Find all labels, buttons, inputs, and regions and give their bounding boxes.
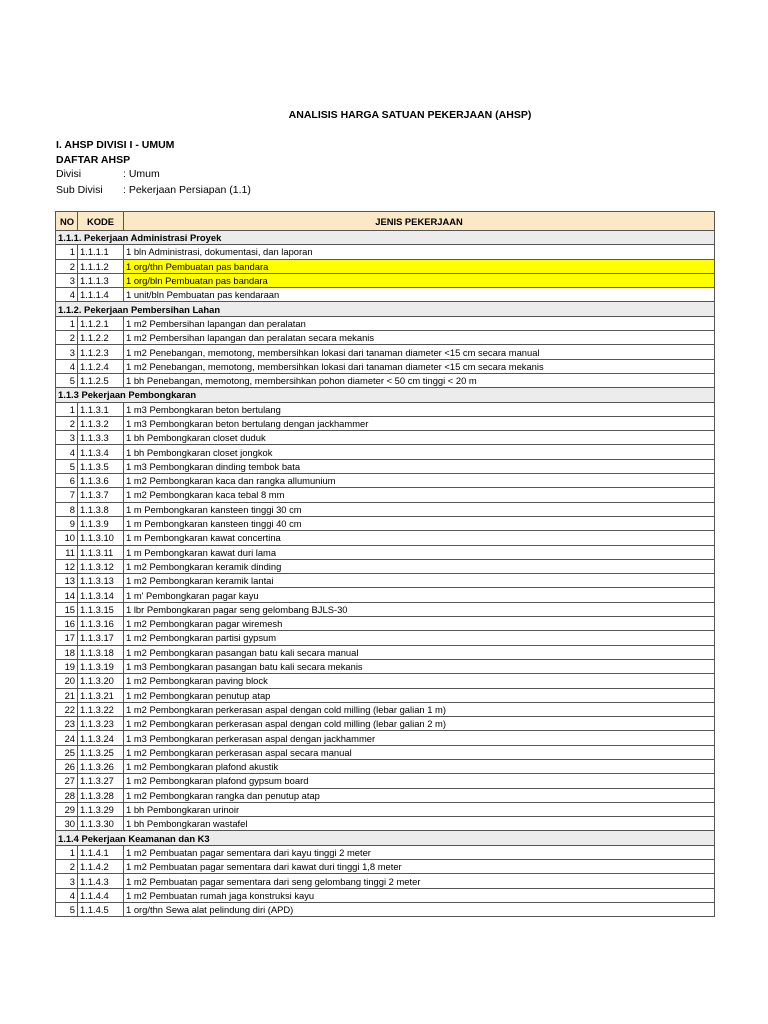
section-title: 1.1.4 Pekerjaan Keamanan dan K3: [56, 831, 715, 845]
table-row: [56, 459, 715, 473]
table-row: [56, 474, 715, 488]
table-header-row: [56, 212, 715, 231]
cell-no: 6: [56, 474, 78, 488]
cell-no: 2: [56, 416, 78, 430]
cell-jenis: 1 m2 Pembongkaran pagar wiremesh: [124, 617, 715, 631]
cell-jenis: 1 bh Pembongkaran urinoir: [124, 802, 715, 816]
cell-no: 2: [56, 259, 78, 273]
cell-no: 1: [56, 402, 78, 416]
table-row: [56, 245, 715, 259]
table-row: [56, 874, 715, 888]
table-row: [56, 273, 715, 287]
cell-jenis: 1 bln Administrasi, dokumentasi, dan laporan: [124, 245, 715, 259]
table-row: [56, 516, 715, 530]
subdivision-label: Sub Divisi: [56, 184, 103, 196]
cell-no: 7: [56, 488, 78, 502]
table-row: [56, 845, 715, 859]
cell-kode: 1.1.1.4: [78, 288, 124, 302]
cell-no: 12: [56, 559, 78, 573]
cell-kode: 1.1.3.3: [78, 431, 124, 445]
table-row: [56, 774, 715, 788]
cell-kode: 1.1.3.7: [78, 488, 124, 502]
cell-jenis: 1 m2 Pembongkaran rangka dan penutup atap: [124, 788, 715, 802]
table-row: [56, 431, 715, 445]
cell-jenis: 1 m2 Pembongkaran plafond gypsum board: [124, 774, 715, 788]
page-title: ANALISIS HARGA SATUAN PEKERJAAN (AHSP): [288, 109, 532, 121]
cell-jenis: 1 bh Penebangan, memotong, membersihkan pohon diameter < 50 cm tinggi < 20 m: [124, 373, 715, 387]
cell-kode: 1.1.3.17: [78, 631, 124, 645]
cell-kode: 1.1.1.3: [78, 273, 124, 287]
cell-jenis: 1 m2 Pembongkaran paving block: [124, 674, 715, 688]
cell-kode: 1.1.2.3: [78, 345, 124, 359]
cell-kode: 1.1.3.24: [78, 731, 124, 745]
cell-kode: 1.1.3.30: [78, 817, 124, 831]
table-row: [56, 345, 715, 359]
cell-jenis: 1 m Pembongkaran kansteen tinggi 30 cm: [124, 502, 715, 516]
cell-no: 1: [56, 245, 78, 259]
cell-jenis: 1 m2 Penebangan, memotong, membersihkan lokasi dari tanaman diameter <15 cm secara manual: [124, 345, 715, 359]
cell-jenis: 1 m2 Pembuatan pagar sementara dari kawat duri tinggi 1,8 meter: [124, 860, 715, 874]
cell-jenis: 1 m3 Pembongkaran beton bertulang dengan jackhammer: [124, 416, 715, 430]
cell-kode: 1.1.3.12: [78, 559, 124, 573]
table-row: [56, 731, 715, 745]
cell-no: 10: [56, 531, 78, 545]
cell-no: 2: [56, 331, 78, 345]
cell-kode: 1.1.3.27: [78, 774, 124, 788]
section-title: 1.1.2. Pekerjaan Pembersihan Lahan: [56, 302, 715, 316]
cell-jenis: 1 m2 Pembongkaran partisi gypsum: [124, 631, 715, 645]
table-row: [56, 602, 715, 616]
table-row: [56, 416, 715, 430]
cell-no: 5: [56, 902, 78, 916]
division-label: Divisi: [56, 168, 82, 180]
cell-no: 8: [56, 502, 78, 516]
section-row: [56, 231, 715, 245]
cell-kode: 1.1.4.1: [78, 845, 124, 859]
section-row: [56, 302, 715, 316]
table-row: [56, 745, 715, 759]
cell-no: 4: [56, 359, 78, 373]
column-header-jenis: JENIS PEKERJAAN: [124, 212, 715, 231]
cell-kode: 1.1.3.26: [78, 759, 124, 773]
cell-no: 3: [56, 273, 78, 287]
table-row: [56, 531, 715, 545]
cell-no: 29: [56, 802, 78, 816]
division-row: [56, 168, 160, 180]
cell-kode: 1.1.3.16: [78, 617, 124, 631]
cell-no: 4: [56, 288, 78, 302]
cell-kode: 1.1.3.4: [78, 445, 124, 459]
cell-no: 15: [56, 602, 78, 616]
table-row: [56, 802, 715, 816]
cell-no: 27: [56, 774, 78, 788]
table-row: [56, 259, 715, 273]
cell-kode: 1.1.3.8: [78, 502, 124, 516]
cell-jenis: 1 m3 Pembongkaran beton bertulang: [124, 402, 715, 416]
table-body: [56, 231, 715, 917]
table-row: [56, 574, 715, 588]
subdivision-value: : Pekerjaan Persiapan (1.1): [123, 184, 251, 196]
table-row: [56, 617, 715, 631]
table-row: [56, 717, 715, 731]
table-row: [56, 488, 715, 502]
cell-kode: 1.1.4.2: [78, 860, 124, 874]
cell-jenis: 1 m2 Pembongkaran keramik dinding: [124, 559, 715, 573]
table-row: [56, 359, 715, 373]
cell-jenis: 1 m2 Pembuatan pagar sementara dari kayu tinggi 2 meter: [124, 845, 715, 859]
cell-kode: 1.1.3.28: [78, 788, 124, 802]
table-row: [56, 860, 715, 874]
cell-no: 28: [56, 788, 78, 802]
cell-no: 25: [56, 745, 78, 759]
cell-kode: 1.1.3.5: [78, 459, 124, 473]
cell-jenis: 1 m2 Pembongkaran plafond akustik: [124, 759, 715, 773]
table-row: [56, 402, 715, 416]
cell-kode: 1.1.3.1: [78, 402, 124, 416]
ahsp-table: [55, 211, 715, 917]
cell-kode: 1.1.3.18: [78, 645, 124, 659]
cell-kode: 1.1.3.11: [78, 545, 124, 559]
cell-jenis: 1 m2 Pembersihan lapangan dan peralatan: [124, 316, 715, 330]
cell-jenis: 1 m2 Penebangan, memotong, membersihkan lokasi dari tanaman diameter <15 cm secara mekanis: [124, 359, 715, 373]
cell-jenis: 1 m2 Pembongkaran kaca dan rangka allumunium: [124, 474, 715, 488]
cell-jenis: 1 m2 Pembongkaran keramik lantai: [124, 574, 715, 588]
cell-kode: 1.1.2.4: [78, 359, 124, 373]
cell-kode: 1.1.3.9: [78, 516, 124, 530]
cell-kode: 1.1.3.22: [78, 702, 124, 716]
cell-no: 24: [56, 731, 78, 745]
cell-kode: 1.1.1.1: [78, 245, 124, 259]
cell-no: 20: [56, 674, 78, 688]
cell-no: 22: [56, 702, 78, 716]
cell-kode: 1.1.3.13: [78, 574, 124, 588]
cell-jenis: 1 m2 Pembongkaran kaca tebal 8 mm: [124, 488, 715, 502]
cell-kode: 1.1.2.5: [78, 373, 124, 387]
section-row: [56, 831, 715, 845]
cell-jenis: 1 m Pembongkaran kawat concertina: [124, 531, 715, 545]
cell-kode: 1.1.3.21: [78, 688, 124, 702]
cell-no: 4: [56, 445, 78, 459]
table-row: [56, 817, 715, 831]
cell-no: 5: [56, 459, 78, 473]
table-row: [56, 645, 715, 659]
table-row: [56, 502, 715, 516]
cell-jenis: 1 m Pembongkaran kansteen tinggi 40 cm: [124, 516, 715, 530]
cell-kode: 1.1.3.6: [78, 474, 124, 488]
cell-jenis: 1 org/thn Sewa alat pelindung diri (APD): [124, 902, 715, 916]
table-row: [56, 659, 715, 673]
cell-no: 21: [56, 688, 78, 702]
cell-jenis: 1 m Pembongkaran kawat duri lama: [124, 545, 715, 559]
cell-kode: 1.1.3.10: [78, 531, 124, 545]
cell-kode: 1.1.4.4: [78, 888, 124, 902]
subdivision-row: [56, 184, 251, 196]
cell-jenis: 1 m2 Pembongkaran perkerasan aspal dengan cold milling (lebar galian 1 m): [124, 702, 715, 716]
cell-kode: 1.1.3.2: [78, 416, 124, 430]
section-title: 1.1.3 Pekerjaan Pembongkaran: [56, 388, 715, 402]
cell-no: 14: [56, 588, 78, 602]
cell-kode: 1.1.3.15: [78, 602, 124, 616]
cell-no: 23: [56, 717, 78, 731]
cell-no: 16: [56, 617, 78, 631]
table-row: [56, 559, 715, 573]
list-heading: DAFTAR AHSP: [56, 154, 131, 166]
cell-kode: 1.1.1.2: [78, 259, 124, 273]
table-row: [56, 674, 715, 688]
table-row: [56, 316, 715, 330]
table-row: [56, 373, 715, 387]
cell-no: 3: [56, 431, 78, 445]
cell-no: 19: [56, 659, 78, 673]
cell-no: 13: [56, 574, 78, 588]
cell-no: 4: [56, 888, 78, 902]
cell-jenis: 1 m2 Pembongkaran penutup atap: [124, 688, 715, 702]
cell-jenis: 1 m3 Pembongkaran pasangan batu kali secara mekanis: [124, 659, 715, 673]
cell-no: 30: [56, 817, 78, 831]
cell-no: 1: [56, 316, 78, 330]
table-row: [56, 545, 715, 559]
cell-no: 5: [56, 373, 78, 387]
table-row: [56, 902, 715, 916]
cell-no: 18: [56, 645, 78, 659]
cell-no: 11: [56, 545, 78, 559]
cell-jenis: 1 org/bln Pembuatan pas bandara: [124, 273, 715, 287]
section-row: [56, 388, 715, 402]
table-row: [56, 445, 715, 459]
cell-jenis: 1 m' Pembongkaran pagar kayu: [124, 588, 715, 602]
cell-kode: 1.1.3.14: [78, 588, 124, 602]
table-row: [56, 702, 715, 716]
section-title: 1.1.1. Pekerjaan Administrasi Proyek: [56, 231, 715, 245]
cell-jenis: 1 bh Pembongkaran closet duduk: [124, 431, 715, 445]
cell-no: 17: [56, 631, 78, 645]
table-row: [56, 288, 715, 302]
cell-kode: 1.1.3.25: [78, 745, 124, 759]
table-row: [56, 759, 715, 773]
cell-jenis: 1 m2 Pembuatan pagar sementara dari seng gelombang tinggi 2 meter: [124, 874, 715, 888]
cell-kode: 1.1.2.1: [78, 316, 124, 330]
division-value: : Umum: [123, 168, 160, 180]
cell-jenis: 1 bh Pembongkaran wastafel: [124, 817, 715, 831]
cell-kode: 1.1.2.2: [78, 331, 124, 345]
cell-no: 26: [56, 759, 78, 773]
cell-jenis: 1 m2 Pembongkaran perkerasan aspal dengan cold milling (lebar galian 2 m): [124, 717, 715, 731]
table-row: [56, 631, 715, 645]
cell-jenis: 1 m2 Pembersihan lapangan dan peralatan secara mekanis: [124, 331, 715, 345]
column-header-no: NO: [56, 212, 78, 231]
cell-kode: 1.1.3.19: [78, 659, 124, 673]
cell-jenis: 1 unit/bln Pembuatan pas kendaraan: [124, 288, 715, 302]
cell-no: 1: [56, 845, 78, 859]
table-row: [56, 888, 715, 902]
cell-no: 3: [56, 874, 78, 888]
cell-kode: 1.1.3.29: [78, 802, 124, 816]
table-row: [56, 788, 715, 802]
cell-kode: 1.1.3.23: [78, 717, 124, 731]
cell-jenis: 1 lbr Pembongkaran pagar seng gelombang BJLS-30: [124, 602, 715, 616]
cell-jenis: 1 bh Pembongkaran closet jongkok: [124, 445, 715, 459]
cell-jenis: 1 m2 Pembongkaran pasangan batu kali secara manual: [124, 645, 715, 659]
column-header-kode: KODE: [78, 212, 124, 231]
table-row: [56, 331, 715, 345]
cell-jenis: 1 m3 Pembongkaran perkerasan aspal dengan jackhammer: [124, 731, 715, 745]
cell-kode: 1.1.4.3: [78, 874, 124, 888]
cell-no: 2: [56, 860, 78, 874]
table-row: [56, 688, 715, 702]
cell-no: 9: [56, 516, 78, 530]
table-row: [56, 588, 715, 602]
cell-no: 3: [56, 345, 78, 359]
division-heading: I. AHSP DIVISI I - UMUM: [56, 139, 175, 151]
cell-kode: 1.1.3.20: [78, 674, 124, 688]
cell-jenis: 1 m2 Pembongkaran perkerasan aspal secara manual: [124, 745, 715, 759]
cell-jenis: 1 org/thn Pembuatan pas bandara: [124, 259, 715, 273]
cell-jenis: 1 m3 Pembongkaran dinding tembok bata: [124, 459, 715, 473]
cell-jenis: 1 m2 Pembuatan rumah jaga konstruksi kayu: [124, 888, 715, 902]
cell-kode: 1.1.4.5: [78, 902, 124, 916]
